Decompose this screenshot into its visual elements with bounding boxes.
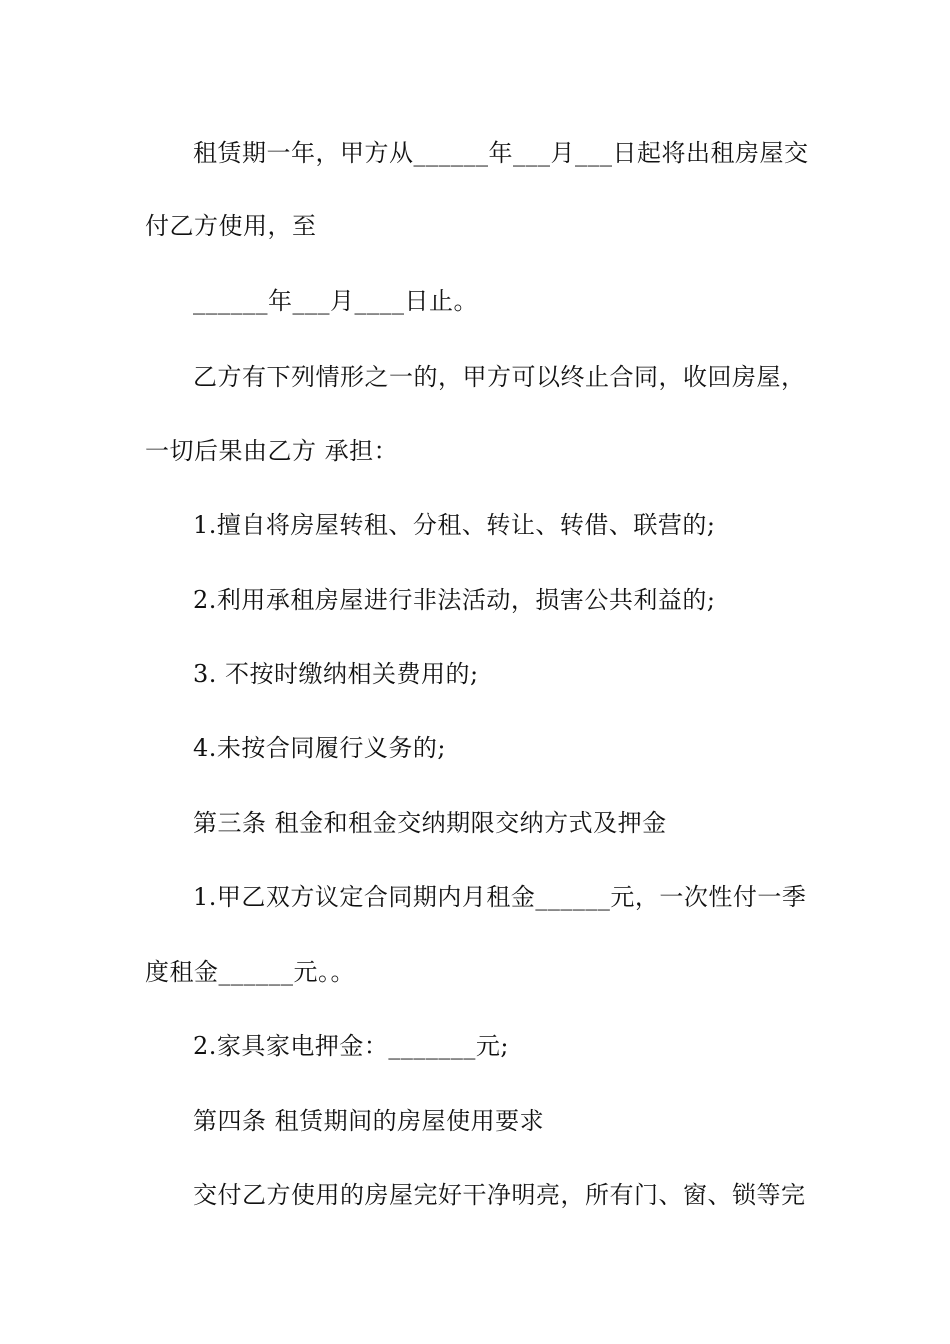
- list-item: 2.家具家电押金：_______元;: [193, 1032, 509, 1060]
- list-item: 2.利用承租房屋进行非法活动，损害公共利益的;: [193, 586, 716, 614]
- paragraph-line: ______年___月____日止。: [193, 287, 478, 315]
- paragraph-line: 付乙方使用，至: [145, 212, 317, 240]
- list-item: 1.甲乙双方议定合同期内月租金______元，一次性付一季: [193, 883, 807, 911]
- list-item: 1.擅自将房屋转租、分租、转让、转借、联营的;: [193, 511, 716, 539]
- paragraph-line: 交付乙方使用的房屋完好干净明亮，所有门、窗、锁等完: [193, 1181, 806, 1209]
- section-heading: 第三条 租金和租金交纳期限交纳方式及押金: [193, 809, 667, 837]
- list-item: 3. 不按时缴纳相关费用的;: [193, 660, 479, 688]
- section-heading: 第四条 租赁期间的房屋使用要求: [193, 1107, 545, 1135]
- paragraph-line: 一切后果由乙方 承担：: [145, 437, 399, 465]
- paragraph-line: 度租金______元。。: [145, 958, 355, 986]
- paragraph-line: 租赁期一年，甲方从______年___月___日起将出租房屋交: [193, 139, 809, 167]
- list-item: 4.未按合同履行义务的;: [193, 734, 446, 762]
- paragraph-line: 乙方有下列情形之一的，甲方可以终止合同，收回房屋，: [193, 363, 806, 391]
